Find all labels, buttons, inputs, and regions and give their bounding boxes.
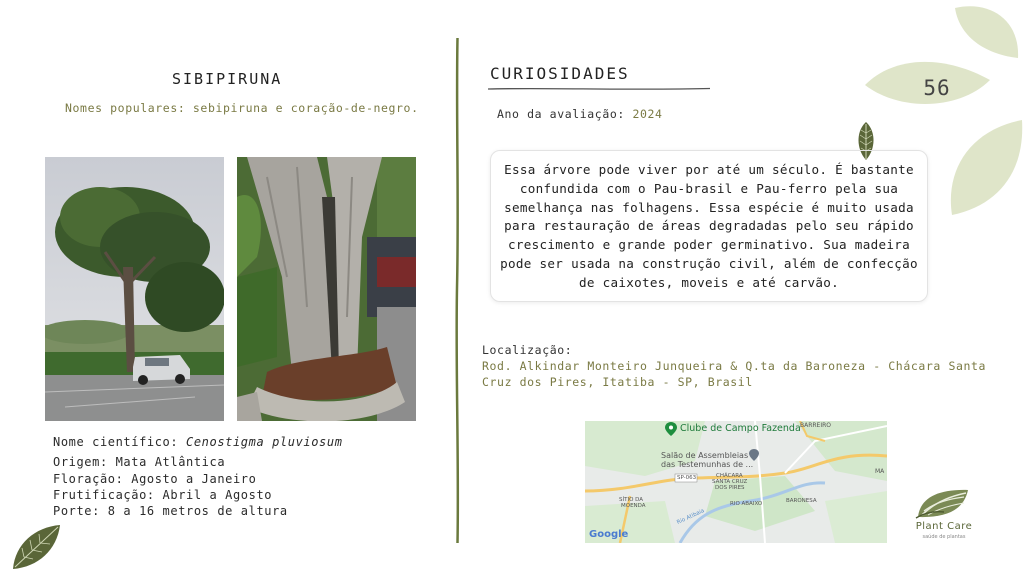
species-title: SIBIPIRUNA bbox=[172, 70, 283, 88]
column-divider bbox=[455, 38, 460, 543]
scientific-name: Cenostigma pluviosum bbox=[186, 435, 343, 449]
year-value: 2024 bbox=[632, 107, 663, 121]
map-label-sitio2: MOENDA bbox=[621, 503, 646, 509]
map-label-club: Clube de Campo Fazenda bbox=[680, 423, 801, 434]
tree-photo bbox=[45, 157, 224, 421]
map-label-sitio1: SÍTIO DA bbox=[619, 497, 644, 503]
scientific-label: Nome científico: bbox=[53, 435, 187, 449]
google-logo: Google bbox=[589, 529, 629, 540]
curiosities-heading: CURIOSIDADES bbox=[490, 64, 630, 83]
leaf-decoration bbox=[10, 522, 62, 572]
evaluation-year bbox=[497, 107, 663, 121]
map-label-salao1: Salão de Assembleias bbox=[661, 451, 749, 460]
map-label-chacara2: SANTA CRUZ bbox=[712, 479, 748, 485]
year-label: Ano da avaliação: bbox=[497, 107, 633, 121]
curiosities-text: Essa árvore pode viver por até um século. É bastante confundida com o Pau-brasil e Pau-ferro pela sua semelhança nas folhagens. Essa espécie é muito usada para restauração de áreas degradadas pelo seu rápido crescimento e grande poder germinativo. Sua madeira pode ser usada na construção civil, além de confecção de caixotes, moveis e até carvão. bbox=[500, 162, 918, 290]
scientific-name-line bbox=[53, 434, 343, 451]
popular-names: Nomes populares: sebipiruna e coração-de-negro. bbox=[65, 101, 419, 115]
map-pin-icon[interactable] bbox=[665, 422, 677, 436]
location-map[interactable] bbox=[585, 421, 887, 543]
map-label-road: SP-063 bbox=[677, 475, 697, 481]
page-number: 56 bbox=[923, 76, 951, 100]
map-label-barreiro: BARREIRO bbox=[800, 422, 832, 429]
map-label-baronesa: BARONESA bbox=[786, 498, 817, 504]
map-label-rio: RIO ABAIXO bbox=[730, 501, 763, 507]
brand-name: Plant Care bbox=[915, 521, 973, 532]
brand-logo bbox=[904, 487, 984, 539]
species-fruiting: Frutificação: Abril a Agosto bbox=[53, 488, 273, 502]
map-label-edge: MA bbox=[875, 468, 885, 475]
species-size: Porte: 8 a 16 metros de altura bbox=[53, 504, 288, 518]
map-label-river: Rio Atibaia bbox=[676, 508, 706, 526]
species-flowering: Floração: Agosto a Janeiro bbox=[53, 472, 257, 486]
location-address-line1: Rod. Alkindar Monteiro Junqueira & Q.ta da Baroneza - Chácara Santa bbox=[482, 359, 987, 373]
heading-underline bbox=[488, 86, 710, 92]
species-origin: Origem: Mata Atlântica bbox=[53, 455, 226, 469]
brand-tagline: saúde de plantas bbox=[922, 534, 966, 540]
location-label: Localização: bbox=[482, 343, 573, 357]
trunk-photo bbox=[237, 157, 416, 421]
map-label-chacara1: CHÁCARA bbox=[716, 473, 743, 479]
plant-care-logo-icon bbox=[914, 487, 972, 519]
map-label-chacara3: DOS PIRES bbox=[715, 485, 745, 491]
curiosities-text-box bbox=[490, 150, 928, 302]
location-address-line2: Cruz dos Pires, Itatiba - SP, Brasil bbox=[482, 375, 753, 389]
map-label-salao2: das Testemunhas de ... bbox=[661, 460, 754, 469]
